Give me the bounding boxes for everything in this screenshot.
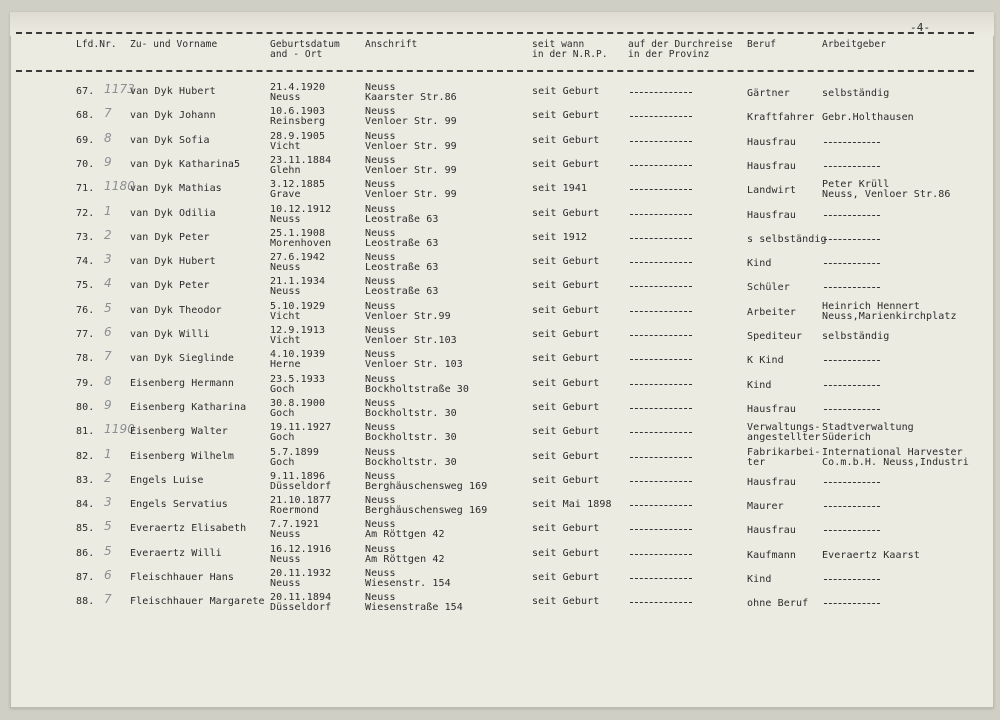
address-street: Bockholtstr. 30 — [365, 456, 457, 468]
row-number: 70. — [76, 158, 95, 170]
transit-dash — [630, 335, 692, 336]
pencil-mark: 2 — [104, 470, 112, 485]
birth-date: 21.10.1877 — [270, 495, 332, 507]
occupation-cont: ter — [747, 456, 766, 468]
employer-dash — [824, 482, 880, 483]
transit-dash — [630, 92, 692, 93]
address-city: Neuss — [365, 519, 396, 531]
row-number: 82. — [76, 450, 95, 462]
employer: International Harvester — [822, 446, 963, 458]
transit-dash — [630, 432, 692, 433]
row-number: 75. — [76, 280, 95, 292]
birth-place: Neuss — [270, 553, 301, 565]
occupation: Kind — [747, 574, 772, 585]
employer-cont: Süderich — [822, 432, 871, 444]
address-city: Neuss — [365, 495, 396, 507]
transit-dash — [630, 311, 692, 312]
pencil-mark: 5 — [104, 519, 112, 534]
occupation: Gärtner — [747, 88, 790, 99]
row-number: 71. — [76, 183, 95, 195]
resident-since: seit Geburt — [532, 134, 600, 146]
header-transit-line1: auf der Durchreise — [628, 39, 733, 50]
address-street: Berghäuschensweg 169 — [365, 480, 488, 492]
resident-since: seit Geburt — [532, 158, 600, 170]
row-number: 85. — [76, 523, 95, 535]
row-number: 68. — [76, 110, 95, 122]
employer-dash — [824, 239, 880, 240]
birth-date: 21.1.1934 — [270, 276, 326, 288]
birth-date: 7.7.1921 — [270, 519, 319, 531]
person-name: van Dyk Theodor — [130, 304, 222, 316]
resident-since: seit Geburt — [532, 523, 600, 535]
row-number: 74. — [76, 256, 95, 268]
person-name: van Dyk Odilia — [130, 207, 216, 219]
address-city: Neuss — [365, 373, 396, 385]
resident-since: seit Geburt — [532, 329, 600, 340]
employer-dash — [824, 287, 880, 288]
birth-place: Goch — [270, 456, 295, 468]
address-street: Am Röttgen 42 — [365, 553, 445, 565]
employer-dash — [824, 579, 880, 580]
address-city: Neuss — [365, 82, 396, 93]
person-name: van Dyk Mathias — [130, 183, 222, 195]
transit-dash — [630, 554, 692, 555]
address-street: Leostraße 63 — [365, 237, 439, 249]
pencil-mark: 1173 — [104, 82, 135, 96]
address-street: Bockholtstr. 30 — [365, 407, 457, 419]
person-name: van Dyk Willi — [130, 329, 210, 340]
birth-place: Grave — [270, 189, 301, 201]
birth-date: 21.4.1920 — [270, 82, 326, 93]
employer-dash — [824, 385, 880, 386]
person-name: Fleischhauer Hans — [130, 572, 235, 583]
employer-dash — [824, 530, 880, 531]
transit-dash — [630, 262, 692, 263]
row-number: 84. — [76, 499, 95, 511]
row-number: 79. — [76, 377, 95, 389]
occupation: Schüler — [747, 282, 790, 294]
birth-place: Goch — [270, 407, 295, 419]
employer-dash — [824, 142, 880, 143]
employer-dash — [824, 409, 880, 410]
transit-dash — [630, 481, 692, 482]
occupation: Kaufmann — [747, 549, 796, 561]
row-number: 78. — [76, 353, 95, 365]
resident-since: seit Geburt — [532, 401, 600, 413]
address-street: Berghäuschensweg 169 — [365, 505, 488, 517]
birth-date: 4.10.1939 — [270, 349, 326, 361]
birth-date: 10.12.1912 — [270, 203, 332, 215]
resident-since: seit 1941 — [532, 183, 588, 195]
address-street: Venloer Str.99 — [365, 310, 451, 322]
pencil-mark: 6 — [104, 325, 112, 339]
transit-dash — [630, 286, 692, 287]
birth-date: 10.6.1903 — [270, 106, 326, 118]
resident-since: seit Geburt — [532, 474, 600, 486]
resident-since: seit Geburt — [532, 110, 600, 122]
birth-date: 23.11.1884 — [270, 154, 332, 166]
resident-since: seit Geburt — [532, 596, 600, 608]
address-street: Venloer Str.103 — [365, 335, 457, 346]
birth-date: 12.9.1913 — [270, 325, 326, 336]
person-name: Fleischhauer Margarete — [130, 596, 265, 608]
row-number: 88. — [76, 596, 95, 608]
resident-since: seit 1912 — [532, 231, 588, 243]
birth-place: Goch — [270, 432, 295, 444]
pencil-mark: 5 — [104, 543, 112, 558]
person-name: Eisenberg Katharina — [130, 401, 247, 413]
resident-since: seit Geburt — [532, 86, 600, 97]
birth-place: Reinsberg — [270, 116, 326, 128]
birth-date: 20.11.1932 — [270, 568, 332, 579]
address-street: Venloer Str. 103 — [365, 359, 463, 371]
address-city: Neuss — [365, 252, 396, 264]
address-street: Bockholtstr. 30 — [365, 432, 457, 444]
pencil-mark: 8 — [104, 373, 112, 388]
occupation: s selbständig — [747, 233, 827, 245]
birth-date: 5.7.1899 — [270, 446, 319, 458]
address-street: Venloer Str. 99 — [365, 116, 457, 128]
header-name: Zu- und Vorname — [130, 39, 218, 50]
birth-place: Neuss — [270, 92, 301, 103]
transit-dash — [630, 602, 692, 603]
occupation: K Kind — [747, 355, 784, 367]
transit-dash — [630, 457, 692, 458]
birth-date: 3.12.1885 — [270, 179, 326, 191]
birth-date: 16.12.1916 — [270, 543, 332, 555]
transit-dash — [630, 359, 692, 360]
occupation: Hausfrau — [747, 209, 796, 221]
resident-since: seit Mai 1898 — [532, 499, 612, 511]
transit-dash — [630, 141, 692, 142]
occupation: Hausfrau — [747, 160, 796, 172]
row-number: 80. — [76, 401, 95, 413]
address-city: Neuss — [365, 470, 396, 482]
transit-dash — [630, 505, 692, 506]
transit-dash — [630, 384, 692, 385]
person-name: van Dyk Sofia — [130, 134, 210, 146]
occupation: Kind — [747, 379, 772, 391]
person-name: van Dyk Hubert — [130, 86, 216, 97]
address-street: Venloer Str. 99 — [365, 189, 457, 201]
person-name: van Dyk Peter — [130, 280, 210, 292]
pencil-mark: 9 — [104, 397, 112, 412]
pencil-mark: 7 — [104, 592, 112, 607]
resident-since: seit Geburt — [532, 256, 600, 268]
birth-place: Glehn — [270, 164, 301, 176]
address-street: Venloer Str. 99 — [365, 140, 457, 152]
birth-place: Vicht — [270, 335, 301, 346]
address-street: Leostraße 63 — [365, 262, 439, 274]
header-birth-line2: and - Ort — [270, 49, 323, 60]
document-page — [10, 12, 994, 708]
employer-cont: Neuss, Venloer Str.86 — [822, 189, 951, 201]
occupation: Arbeiter — [747, 306, 796, 318]
person-name: Eisenberg Walter — [130, 426, 228, 438]
employer-cont: Co.m.b.H. Neuss,Industri — [822, 456, 969, 468]
person-name: Eisenberg Wilhelm — [130, 450, 235, 462]
employer-dash — [824, 603, 880, 604]
employer-cont: Neuss,Marienkirchplatz — [822, 310, 957, 322]
employer-dash — [824, 506, 880, 507]
pencil-mark: 1180 — [104, 179, 135, 194]
address-city: Neuss — [365, 276, 396, 288]
address-city: Neuss — [365, 543, 396, 555]
transit-dash — [630, 214, 692, 215]
header-transit-line2: in der Provinz — [628, 49, 710, 60]
birth-place: Düsseldorf — [270, 480, 332, 492]
person-name: van Dyk Peter — [130, 231, 210, 243]
address-street: Wiesenstr. 154 — [365, 578, 451, 589]
pencil-mark: 8 — [104, 130, 112, 145]
birth-place: Morenhoven — [270, 237, 332, 249]
birth-place: Neuss — [270, 286, 301, 298]
resident-since: seit Geburt — [532, 572, 600, 583]
resident-since: seit Geburt — [532, 353, 600, 365]
header-lfd: Lfd.Nr. — [76, 39, 117, 50]
occupation: Hausfrau — [747, 403, 796, 415]
address-city: Neuss — [365, 446, 396, 458]
birth-place: Herne — [270, 359, 301, 371]
row-number: 72. — [76, 207, 95, 219]
birth-place: Neuss — [270, 578, 301, 589]
resident-since: seit Geburt — [532, 450, 600, 462]
address-city: Neuss — [365, 154, 396, 166]
occupation: Hausfrau — [747, 525, 796, 537]
register-sheet — [10, 12, 994, 708]
birth-place: Neuss — [270, 213, 301, 225]
employer-dash — [824, 166, 880, 167]
employer: Gebr.Holthausen — [822, 112, 914, 124]
person-name: van Dyk Hubert — [130, 256, 216, 268]
row-number: 67. — [76, 86, 95, 97]
row-number: 69. — [76, 134, 95, 146]
address-street: Am Röttgen 42 — [365, 529, 445, 541]
header-since-line1: seit wann — [532, 39, 585, 50]
row-number: 73. — [76, 231, 95, 243]
header-since — [532, 40, 608, 60]
occupation: Hausfrau — [747, 136, 796, 148]
header-birth-line1: Geburtsdatum — [270, 39, 340, 50]
header-address: Anschrift — [365, 39, 418, 50]
employer-dash — [824, 360, 880, 361]
birth-date: 30.8.1900 — [270, 397, 326, 409]
header-birth — [270, 40, 340, 60]
birth-place: Neuss — [270, 262, 301, 274]
birth-place: Vicht — [270, 140, 301, 152]
pencil-mark: 7 — [104, 349, 112, 364]
birth-date: 20.11.1894 — [270, 592, 332, 604]
address-street: Venloer Str. 99 — [365, 164, 457, 176]
birth-place: Goch — [270, 383, 295, 395]
resident-since: seit Geburt — [532, 280, 600, 292]
occupation: Hausfrau — [747, 476, 796, 488]
row-number: 83. — [76, 474, 95, 486]
header-since-line2: in der N.R.P. — [532, 49, 608, 60]
address-city: Neuss — [365, 106, 396, 118]
person-name: van Dyk Katharina5 — [130, 158, 241, 170]
birth-date: 23.5.1933 — [270, 373, 326, 385]
pencil-mark: 6 — [104, 568, 112, 582]
employer: selbständig — [822, 88, 890, 99]
birth-date: 25.1.1908 — [270, 227, 326, 239]
address-street: Bockholtstraße 30 — [365, 383, 470, 395]
person-name: van Dyk Johann — [130, 110, 216, 122]
birth-date: 27.6.1942 — [270, 252, 326, 264]
birth-place: Neuss — [270, 529, 301, 541]
birth-date: 19.11.1927 — [270, 422, 332, 434]
birth-place: Roermond — [270, 505, 319, 517]
address-city: Neuss — [365, 227, 396, 239]
transit-dash — [630, 165, 692, 166]
occupation: Fabrikarbei- — [747, 446, 821, 458]
birth-date: 28.9.1905 — [270, 130, 326, 142]
occupation: Kraftfahrer — [747, 112, 815, 124]
occupation: Kind — [747, 258, 772, 270]
resident-since: seit Geburt — [532, 304, 600, 316]
address-city: Neuss — [365, 592, 396, 604]
row-number: 81. — [76, 426, 95, 438]
person-name: van Dyk Sieglinde — [130, 353, 235, 365]
birth-place: Vicht — [270, 310, 301, 322]
resident-since: seit Geburt — [532, 207, 600, 219]
address-city: Neuss — [365, 325, 396, 336]
address-street: Leostraße 63 — [365, 213, 439, 225]
pencil-mark: 1 — [104, 203, 112, 218]
header-employer: Arbeitgeber — [822, 39, 887, 50]
birth-date: 9.11.1896 — [270, 470, 326, 482]
address-city: Neuss — [365, 568, 396, 579]
person-name: Everaertz Elisabeth — [130, 523, 247, 535]
person-name: Engels Luise — [130, 474, 204, 486]
person-name: Eisenberg Hermann — [130, 377, 235, 389]
address-street: Kaarster Str.86 — [365, 92, 457, 103]
transit-dash — [630, 116, 692, 117]
transit-dash — [630, 189, 692, 190]
header-transit — [628, 40, 733, 60]
person-name: Engels Servatius — [130, 499, 228, 511]
row-number: 86. — [76, 547, 95, 559]
resident-since: seit Geburt — [532, 426, 600, 438]
transit-dash — [630, 578, 692, 579]
address-city: Neuss — [365, 130, 396, 142]
resident-since: seit Geburt — [532, 377, 600, 389]
page-number: -4- — [910, 21, 931, 34]
row-number: 76. — [76, 304, 95, 316]
employer: Stadtverwaltung — [822, 422, 914, 434]
birth-place: Düsseldorf — [270, 602, 332, 614]
address-city: Neuss — [365, 422, 396, 434]
row-number: 87. — [76, 572, 95, 583]
header-job: Beruf — [747, 39, 777, 50]
occupation: Verwaltungs- — [747, 422, 821, 434]
pencil-mark: 2 — [104, 227, 112, 242]
occupation: Spediteur — [747, 331, 803, 342]
address-city: Neuss — [365, 300, 396, 312]
employer: Heinrich Hennert — [822, 300, 920, 312]
address-city: Neuss — [365, 179, 396, 191]
transit-dash — [630, 238, 692, 239]
address-city: Neuss — [365, 397, 396, 409]
pencil-mark: 9 — [104, 154, 112, 169]
resident-since: seit Geburt — [532, 547, 600, 559]
pencil-mark: 7 — [104, 106, 112, 121]
pencil-mark: 5 — [104, 300, 112, 315]
pencil-mark: 4 — [104, 276, 112, 291]
employer-dash — [824, 263, 880, 264]
occupation: Landwirt — [747, 185, 796, 197]
address-street: Leostraße 63 — [365, 286, 439, 298]
row-number: 77. — [76, 329, 95, 340]
occupation: ohne Beruf — [747, 598, 809, 610]
transit-dash — [630, 529, 692, 530]
employer: selbständig — [822, 331, 890, 342]
person-name: Everaertz Willi — [130, 547, 222, 559]
employer-dash — [824, 215, 880, 216]
occupation: Maurer — [747, 501, 784, 513]
address-city: Neuss — [365, 203, 396, 215]
transit-dash — [630, 408, 692, 409]
employer: Peter Krüll — [822, 179, 890, 191]
pencil-mark: 1190 — [104, 422, 135, 437]
pencil-mark: 3 — [104, 495, 112, 510]
pencil-mark: 3 — [104, 252, 112, 267]
occupation-cont: angestellter — [747, 432, 821, 444]
address-city: Neuss — [365, 349, 396, 361]
birth-date: 5.10.1929 — [270, 300, 326, 312]
address-street: Wiesenstraße 154 — [365, 602, 463, 614]
pencil-mark: 1 — [104, 446, 112, 461]
employer: Everaertz Kaarst — [822, 549, 920, 561]
